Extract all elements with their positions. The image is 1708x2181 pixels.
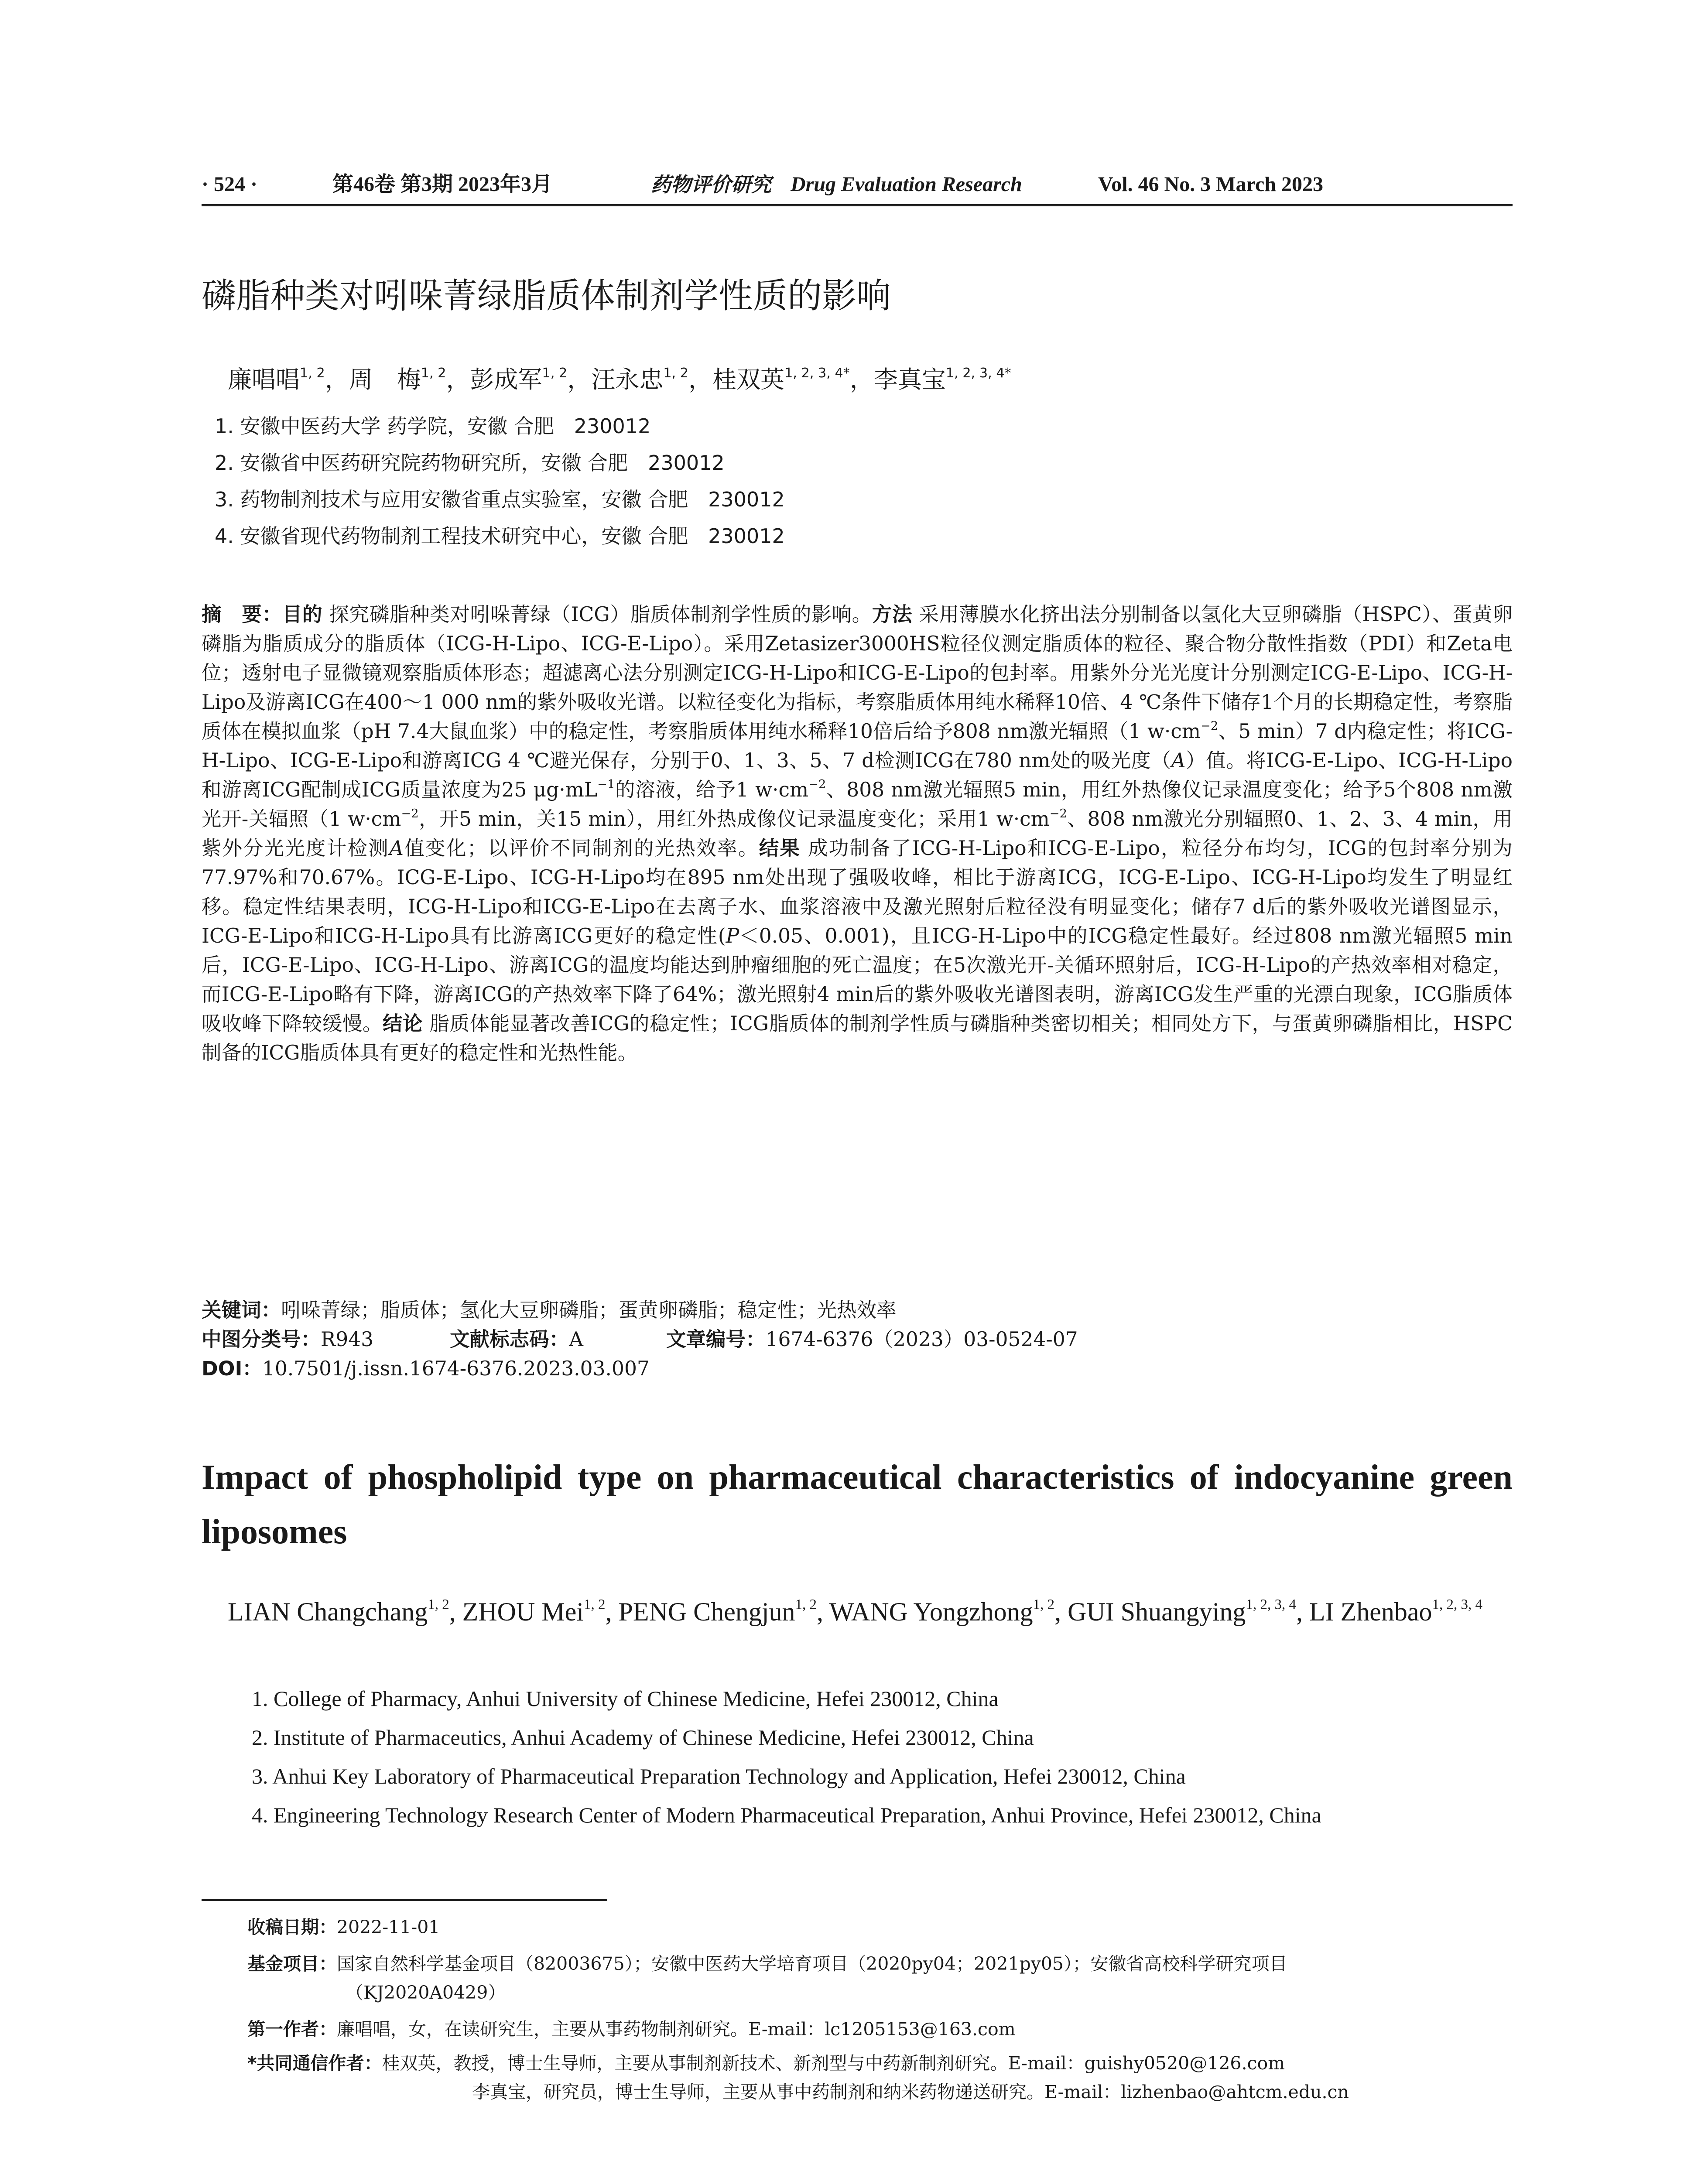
absorbance-symbol: A <box>389 837 404 860</box>
footnote-received <box>247 1913 1513 1942</box>
author-affil-sup: 1, 2 <box>428 1596 449 1613</box>
author-name: ZHOU Mei <box>462 1597 584 1626</box>
first-author-label: 第一作者： <box>247 2019 337 2040</box>
results-label: 结果 <box>759 837 801 860</box>
unit-sup: −1 <box>597 777 615 791</box>
author-name: 周 梅 <box>349 366 421 393</box>
doi-value[interactable]: 10.7501/j.issn.1674-6376.2023.03.007 <box>262 1357 650 1380</box>
received-date: 2022-11-01 <box>337 1917 440 1938</box>
fund-text: 国家自然科学基金项目（82003675）；安徽中医药大学培育项目（2020py04；2021py05）；安徽省高校科学研究项目 <box>337 1953 1287 1974</box>
author-affil-sup: 1, 2, 3, 4* <box>784 365 850 381</box>
footnotes <box>247 1913 1513 2106</box>
corresponding-label: *共同通信作者： <box>247 2053 382 2074</box>
author-name: PENG Chengjun <box>618 1597 795 1626</box>
footnote-corresponding <box>247 2049 1513 2106</box>
author-affil-sup: 1, 2 <box>584 1596 606 1613</box>
p-value-symbol: P <box>726 924 739 947</box>
author-affil-sup: 1, 2 <box>663 365 689 381</box>
author-name: 彭成军 <box>470 366 542 393</box>
issue-cn: 第46卷 第3期 2023年3月 <box>332 173 553 196</box>
article-no-value: 1674-6376（2023）03-0524-07 <box>765 1328 1078 1351</box>
affiliation-line: 4. Engineering Technology Research Center of Modern Pharmaceutical Preparation, Anhui Province, Hefei 230012, China <box>252 1803 1321 1827</box>
journal-name-en: Drug Evaluation Research <box>791 173 1022 196</box>
unit-sup: −2 <box>1049 807 1068 820</box>
methods-label: 方法 <box>872 603 913 626</box>
affiliation-line: 2. Institute of Pharmaceutics, Anhui Academy of Chinese Medicine, Hefei 230012, China <box>252 1725 1034 1750</box>
affiliation-line: 1. 安徽中医药大学 药学院，安徽 合肥 230012 <box>215 414 651 438</box>
first-author-text: 廉唱唱，女，在读研究生，主要从事药物制剂研究。E-mail：lc1205153@163.com <box>337 2019 1016 2040</box>
chinese-abstract <box>202 600 1513 1067</box>
keywords-label: 关键词： <box>202 1299 281 1322</box>
methods-text: 、808 nm激光分别辐照0、1、2、3、4 min，用紫外分光光度计检测 <box>202 807 1513 860</box>
doc-code-label: 文献标志码： <box>450 1328 569 1351</box>
author-affil-sup: 1, 2 <box>1033 1596 1055 1613</box>
methods-text: 、5 min）7 d内稳定性；将ICG-H-Lipo、ICG-E-Lipo和游离ICG 4 ℃避光保存，分别于0、1、3、5、7 d检测ICG在780 nm处的吸光度（ <box>202 720 1513 772</box>
objective-text: 探究磷脂种类对吲哚菁绿（ICG）脂质体制剂学性质的影响。 <box>329 603 872 626</box>
doc-code-value: A <box>569 1328 583 1351</box>
abstract-label: 摘 要： <box>202 603 282 626</box>
chinese-title: 磷脂种类对吲哚菁绿脂质体制剂学性质的影响 <box>202 276 891 316</box>
author-name: 汪永忠 <box>591 366 664 393</box>
author-name: 桂双英 <box>712 366 785 393</box>
doi-label: DOI： <box>202 1357 262 1380</box>
footnote-first-author <box>247 2015 1513 2044</box>
author-affil-sup: 1, 2, 3, 4 <box>1432 1596 1482 1613</box>
keywords <box>202 1296 897 1325</box>
author-name: 李真宝 <box>873 366 946 393</box>
doi-line <box>202 1354 650 1383</box>
english-affiliations <box>252 1679 1513 1835</box>
footnote-fund <box>247 1949 1513 2007</box>
affiliation-line: 2. 安徽省中医药研究院药物研究所，安徽 合肥 230012 <box>215 451 725 475</box>
affiliation-line: 3. 药物制剂技术与应用安徽省重点实验室，安徽 合肥 230012 <box>215 488 785 511</box>
affiliation-line: 4. 安徽省现代药物制剂工程技术研究中心，安徽 合肥 230012 <box>215 524 785 548</box>
affiliation-line: 1. College of Pharmacy, Anhui University of Chinese Medicine, Hefei 230012, China <box>252 1686 999 1711</box>
page-number: · 524 · <box>202 173 258 196</box>
journal-page <box>202 0 1513 2181</box>
author-affil-sup: 1, 2, 3, 4 <box>1246 1596 1296 1613</box>
journal-name-cn: 药物评价研究 <box>651 173 771 196</box>
corresponding-text: 桂双英，教授，博士生导师，主要从事制剂新技术、新剂型与中药新制剂研究。E-mail：guishy0520@126.com <box>382 2053 1285 2074</box>
author-name: WANG Yongzhong <box>829 1597 1033 1626</box>
chinese-affiliations <box>215 408 785 554</box>
absorbance-symbol: A <box>1171 749 1186 772</box>
methods-text: ）值。将ICG-E-Lipo、ICG-H-Lipo和游离ICG配制成ICG质量浓度为25 μg·mL <box>202 749 1513 801</box>
english-authors: LIAN Changchang$^{1, 2}$, ZHOU Mei$^{1, 2}$, PENG Chengjun$^{1, 2}$, WANG Yongzhong$^{1, 2}$, GUI Shuangying$^{1, 2, 3, 4}$, LI Zhenbao$^{1, 2, 3, 4}$ <box>228 1596 1482 1626</box>
affiliation-line: 3. Anhui Key Laboratory of Pharmaceutical Preparation Technology and Application, Hefei 230012, China <box>252 1764 1186 1788</box>
objective-label: 目的 <box>282 603 323 626</box>
author-affil-sup: 1, 2 <box>421 365 446 381</box>
author-name: 廉唱唱 <box>228 366 300 393</box>
running-head <box>202 169 1513 200</box>
english-title: Impact of phospholipid type on pharmaceutical characteristics of indocyanine green liposomes <box>202 1458 1513 1551</box>
methods-text: 、808 nm激光辐照5 min，用红外热像仪记录温度变化；给予5个808 nm激光开-关辐照（1 w·cm <box>202 778 1513 831</box>
author-name: LI Zhenbao <box>1309 1597 1432 1626</box>
author-name: LIAN Changchang <box>228 1597 428 1626</box>
issue-en: Vol. 46 No. 3 March 2023 <box>1098 173 1323 196</box>
author-affil-sup: 1, 2 <box>795 1596 817 1613</box>
methods-text: ，开5 min，关15 min），用红外热成像仪记录温度变化；采用1 w·cm <box>418 807 1050 831</box>
conclusion-label: 结论 <box>383 1012 423 1035</box>
methods-text: 的溶液，给予1 w·cm <box>615 778 809 801</box>
unit-sup: −2 <box>808 777 826 791</box>
methods-text: 采用薄膜水化挤出法分别制备以氢化大豆卵磷脂（HSPC）、蛋黄卵磷脂为脂质成分的脂质体（ICG-H-Lipo、ICG-E-Lipo）。采用Zetasizer3000HS粒径仪测定脂质体的粒径、聚合物分散性指数（PDI）和Zeta电位；透射电子显微镜观察脂质体形态；超滤离心法分别测定ICG-H-Lipo和ICG-E-Lipo的包封率。用紫外分光光度计分别测定ICG-E-Lipo、ICG-H-Lipo及游离ICG在400～1 000 nm的紫外吸收光谱。以粒径变化为指标，考察脂质体用纯水稀释10倍、4 ℃条件下储存1个月的长期稳定性，考察脂质体在模拟血浆（pH 7.4大鼠血浆）中的稳定性，考察脂质体用纯水稀释10倍后给予808 nm激光辐照（1 w·cm <box>202 603 1513 743</box>
fund-text-cont: （KJ2020A0429） <box>346 1982 506 2003</box>
article-no-label: 文章编号： <box>666 1328 766 1351</box>
chinese-authors: 廉唱唱$^{1, 2}$，周 梅$^{1, 2}$，彭成军$^{1, 2}$，汪永忠$^{1, 2}$，桂双英$^{1, 2, 3, 4*}$，李真宝$^{1, 2, 3, 4*}$ <box>228 365 1011 393</box>
classification-line <box>202 1325 1078 1354</box>
corresponding-text-cont: 李真宝，研究员，博士生导师，主要从事中药制剂和纳米药物递送研究。E-mail：lizhenbao@ahtcm.edu.cn <box>472 2082 1349 2102</box>
author-affil-sup: 1, 2, 3, 4* <box>945 365 1011 381</box>
unit-sup: −2 <box>1201 719 1219 733</box>
conclusion-text: 脂质体能显著改善ICG的稳定性；ICG脂质体的制剂学性质与磷脂种类密切相关；相同处方下，与蛋黄卵磷脂相比，HSPC制备的ICG脂质体具有更好的稳定性和光热性能。 <box>202 1012 1513 1064</box>
received-label: 收稿日期： <box>247 1917 337 1938</box>
methods-text: 值变化；以评价不同制剂的光热效率。 <box>403 837 759 860</box>
author-affil-sup: 1, 2 <box>542 365 568 381</box>
author-affil-sup: 1, 2 <box>300 365 325 381</box>
fund-label: 基金项目： <box>247 1953 337 1974</box>
author-name: GUI Shuangying <box>1068 1597 1246 1626</box>
clc-label: 中图分类号： <box>202 1328 321 1351</box>
keywords-text: 吲哚菁绿；脂质体；氢化大豆卵磷脂；蛋黄卵磷脂；稳定性；光热效率 <box>281 1299 897 1322</box>
clc-value: R943 <box>321 1328 374 1351</box>
header-rule <box>202 204 1513 206</box>
results-text: ＜0.05、0.001)，且ICG-H-Lipo中的ICG稳定性最好。经过808 nm激光辐照5 min后，ICG-E-Lipo、ICG-H-Lipo、游离ICG的温度均能达到肿瘤细胞的死亡温度；在5次激光开-关循环照射后，ICG-H-Lipo的产热效率相对稳定，而ICG-E-Lipo略有下降，游离ICG的产热效率下降了64%；激光照射4 min后的紫外吸收光谱图表明，游离ICG发生严重的光漂白现象，ICG脂质体吸收峰下降较缓慢。 <box>202 924 1513 1035</box>
results-text: 成功制备了ICG-H-Lipo和ICG-E-Lipo，粒径分布均匀，ICG的包封率分别为77.97%和70.67%。ICG-E-Lipo、ICG-H-Lipo均在895 nm处出现了强吸收峰，相比于游离ICG，ICG-E-Lipo、ICG-H-Lipo均发生了明显红移。稳定性结果表明，ICG-H-Lipo和ICG-E-Lipo在去离子水、血浆溶液中及激光照射后粒径没有明显变化；储存7 d后的紫外吸收光谱图显示，ICG-E-Lipo和ICG-H-Lipo具有比游离ICG更好的稳定性( <box>202 837 1513 947</box>
footnote-rule <box>202 1899 607 1901</box>
unit-sup: −2 <box>401 807 419 820</box>
